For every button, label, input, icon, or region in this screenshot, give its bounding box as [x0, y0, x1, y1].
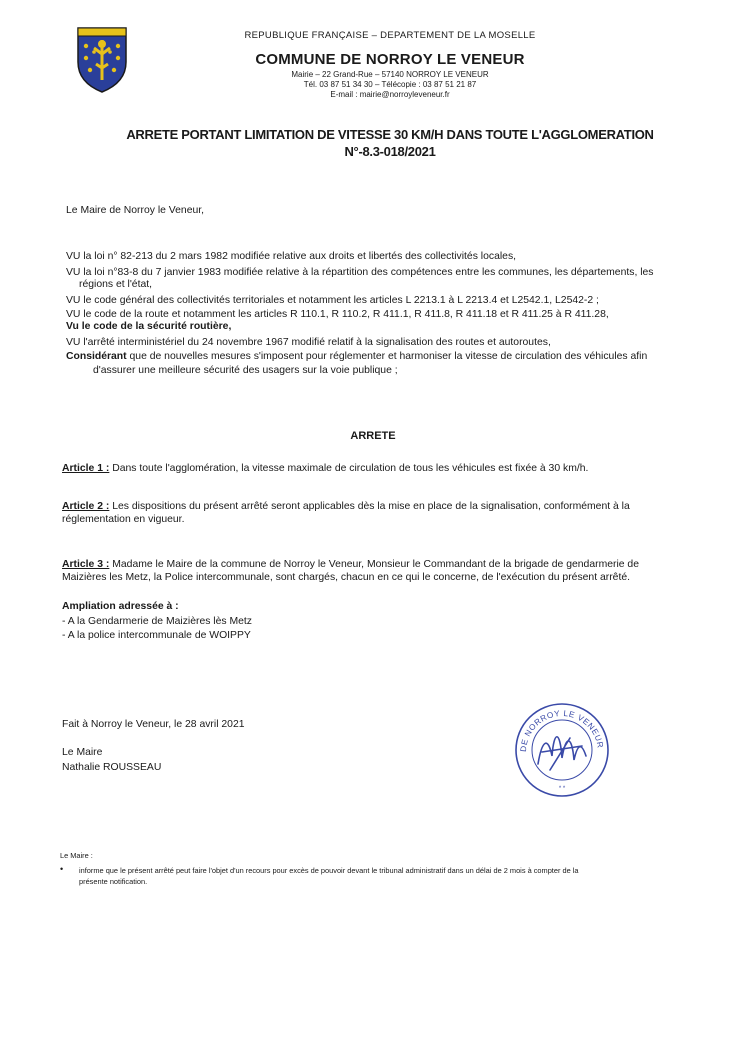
republic-line: REPUBLIQUE FRANÇAISE – DEPARTEMENT DE LA MOSELLE: [244, 30, 536, 41]
footer-bullet: •: [60, 864, 64, 874]
article-1: Article 1 : Dans toute l'agglomération, la vitesse maximale de circulation de tous les véhicules est fixée à 30 km/h.: [62, 463, 589, 474]
vu-line-1: VU la loi n° 82-213 du 2 mars 1982 modifiée relative aux droits et libertés des collectivités locales,: [66, 251, 517, 262]
vu-line-5: Vu le code de la sécurité routière,: [66, 321, 232, 332]
considerant-line: Considérant que de nouvelles mesures s'imposent pour réglementer et harmoniser la vitesse de circulation des véhicules afin: [66, 351, 648, 362]
ampliation-heading: Ampliation adressée à :: [62, 601, 179, 612]
vu-line-4: VU le code de la route et notamment les articles R 110.1, R 110.2, R 411.1, R 411.8, R 411.18 et R 411.25 à R 411.28,: [66, 309, 609, 320]
ampliation-item: - A la police intercommunale de WOIPPY: [62, 630, 251, 641]
svg-text:* *: * *: [558, 786, 566, 792]
decree-number: N°-8.3-018/2021: [344, 144, 436, 159]
phone-line: Tél. 03 87 51 34 30 – Télécopie : 03 87 51 21 87: [303, 80, 477, 89]
place-date: Fait à Norroy le Veneur, le 28 avril 2021: [62, 719, 245, 730]
commune-name: COMMUNE DE NORROY LE VENEUR: [255, 51, 525, 68]
coat-of-arms-logo: [74, 24, 130, 94]
footer-lead: Le Maire :: [60, 851, 93, 860]
footer-text: informe que le présent arrêté peut faire l'objet d'un recours pour excès de pouvoir devant le tribunal administratif dans un délai de 2 mois à compter de la: [79, 866, 579, 875]
intro-line: Le Maire de Norroy le Veneur,: [66, 205, 205, 216]
stamp-text: DE NORROY LE VENEUR: [518, 708, 605, 753]
decree-title: ARRETE PORTANT LIMITATION DE VITESSE 30 KM/H DANS TOUTE L'AGGLOMERATION: [126, 127, 654, 142]
address-line: Mairie – 22 Grand-Rue – 57140 NORROY LE VENEUR: [291, 70, 489, 79]
vu-line-3: VU le code général des collectivités territoriales et notamment les articles L 2213.1 à L 2213.4 et L2542.1, L2542-2 ;: [66, 295, 599, 306]
vu-line-2: VU la loi n°83-8 du 7 janvier 1983 modifiée relative à la répartition des compétences entre les communes, les départements, les: [66, 267, 654, 278]
article-3-cont: Maizières les Metz, la Police intercommunale, sont chargés, chacun en ce qui le concerne, de l'exécution du présent arrêté.: [62, 572, 630, 583]
ampliation-item: - A la Gendarmerie de Maizières lès Metz: [62, 616, 252, 627]
considerant-line-cont: d'assurer une meilleure sécurité des usagers sur la voie publique ;: [93, 365, 398, 376]
signatory-name: Nathalie ROUSSEAU: [62, 762, 162, 773]
vu-line-2-cont: régions et l'état,: [79, 279, 153, 290]
arrete-heading: ARRETE: [350, 430, 396, 442]
article-2-cont: réglementation en vigueur.: [62, 514, 185, 525]
signatory-role: Le Maire: [62, 747, 103, 758]
official-stamp: [512, 700, 612, 800]
article-3: Article 3 : Madame le Maire de la commune de Norroy le Veneur, Monsieur le Commandant de la brigade de gendarmerie de: [62, 559, 639, 570]
vu-line-6: VU l'arrêté interministériel du 24 novembre 1967 modifié relatif à la signalisation des routes et autoroutes,: [66, 337, 551, 348]
footer-text-cont: présente notification.: [79, 877, 148, 886]
email-line: E-mail : mairie@norroyleveneur.fr: [330, 90, 450, 99]
article-2: Article 2 : Les dispositions du présent arrêté seront applicables dès la mise en place de la signalisation, conformément à la: [62, 501, 630, 512]
